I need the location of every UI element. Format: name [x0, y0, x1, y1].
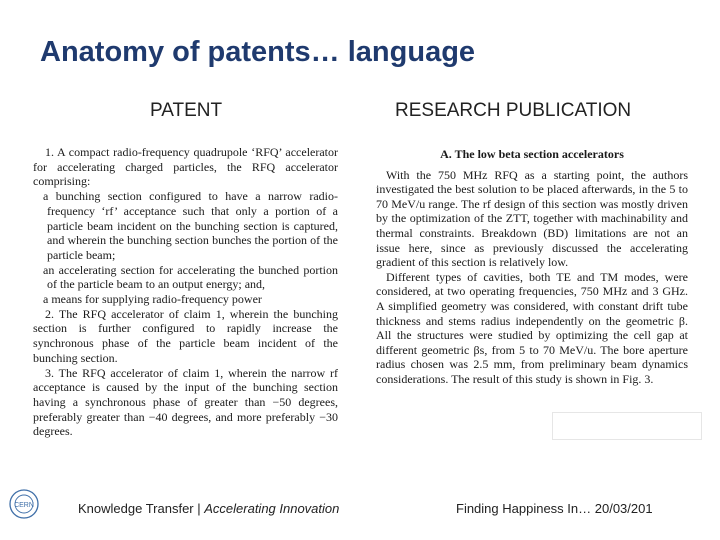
research-publication-excerpt [376, 147, 688, 387]
footer-left-prefix: Knowledge Transfer | [78, 501, 205, 516]
research-paragraph-1: With the 750 MHz RFQ as a starting point, the authors investigated the best solution to be placed afterwards, in the 5 to 70 MeV/u range. The rf design of this section was mostly driven by the optimization of the ZTT, together with machinability and thermal constraints. Breakdown (BD) limitations are not an issue here, since as previously discussed the accelerating gradient of this section is relatively low. [376, 167, 688, 270]
cern-logo-text: CERN [14, 502, 34, 509]
footer-right-text: Finding Happiness In… 20/03/201 [456, 501, 653, 516]
patent-claim-1-accelerating: an accelerating section for accelerating the bunched portion of the particle beam to an output energy; and, [43, 262, 338, 292]
figure-caption-box [552, 412, 702, 440]
patent-claim-1-power: a means for supplying radio-frequency power [43, 292, 262, 307]
research-column-heading: RESEARCH PUBLICATION [395, 100, 632, 121]
research-section-heading: A. The low beta section accelerators [440, 147, 624, 161]
research-paragraph-2: Different types of cavities, both TE and TM modes, were considered, at two operating frequencies, 750 MHz and 3 GHz. A simplified geometry was considered, with constant drift tube thickness and stems radius independently on the geometric β. All the structures were studied by optimizing the cell gap at different geometric βs, from 5 to 70 MeV/u. The bore aperture radius chosen was 2.5 mm, from preliminary beam dynamics considerations. The result of this study is shown in Fig. 3. [376, 269, 688, 386]
footer-left-text [78, 501, 339, 516]
cern-logo-icon [8, 488, 40, 520]
slide-title: Anatomy of patents… language [40, 36, 476, 68]
patent-claim-2: 2. The RFQ accelerator of claim 1, wherein the bunching section is further configured to rapidly increase the synchronous phase of the particle beam incident of the bunching section. [33, 306, 338, 365]
patent-column-heading: PATENT [150, 100, 223, 121]
footer-left-italic: Accelerating Innovation [204, 501, 340, 516]
patent-claim-1-bunching: a bunching section configured to have a narrow radio-frequency ‘rf’ acceptance such that only a portion of a particle beam incident on the bunching section is captured, and wherein the bunching section bunches the portion of the particle beam; [43, 189, 338, 262]
patent-claim-3: 3. The RFQ accelerator of claim 1, wherein the narrow rf acceptance is caused by the input of the bunching section having a synchronous phase of greater than −50 degrees, preferably greater than −40 degrees, and more preferably −30 degrees. [33, 365, 338, 439]
patent-claim-1-intro: 1. A compact radio-frequency quadrupole ‘RFQ’ accelerator for accelerating charged particles, the RFQ accelerator comprising: [33, 145, 338, 189]
patent-claims-excerpt [33, 145, 338, 439]
